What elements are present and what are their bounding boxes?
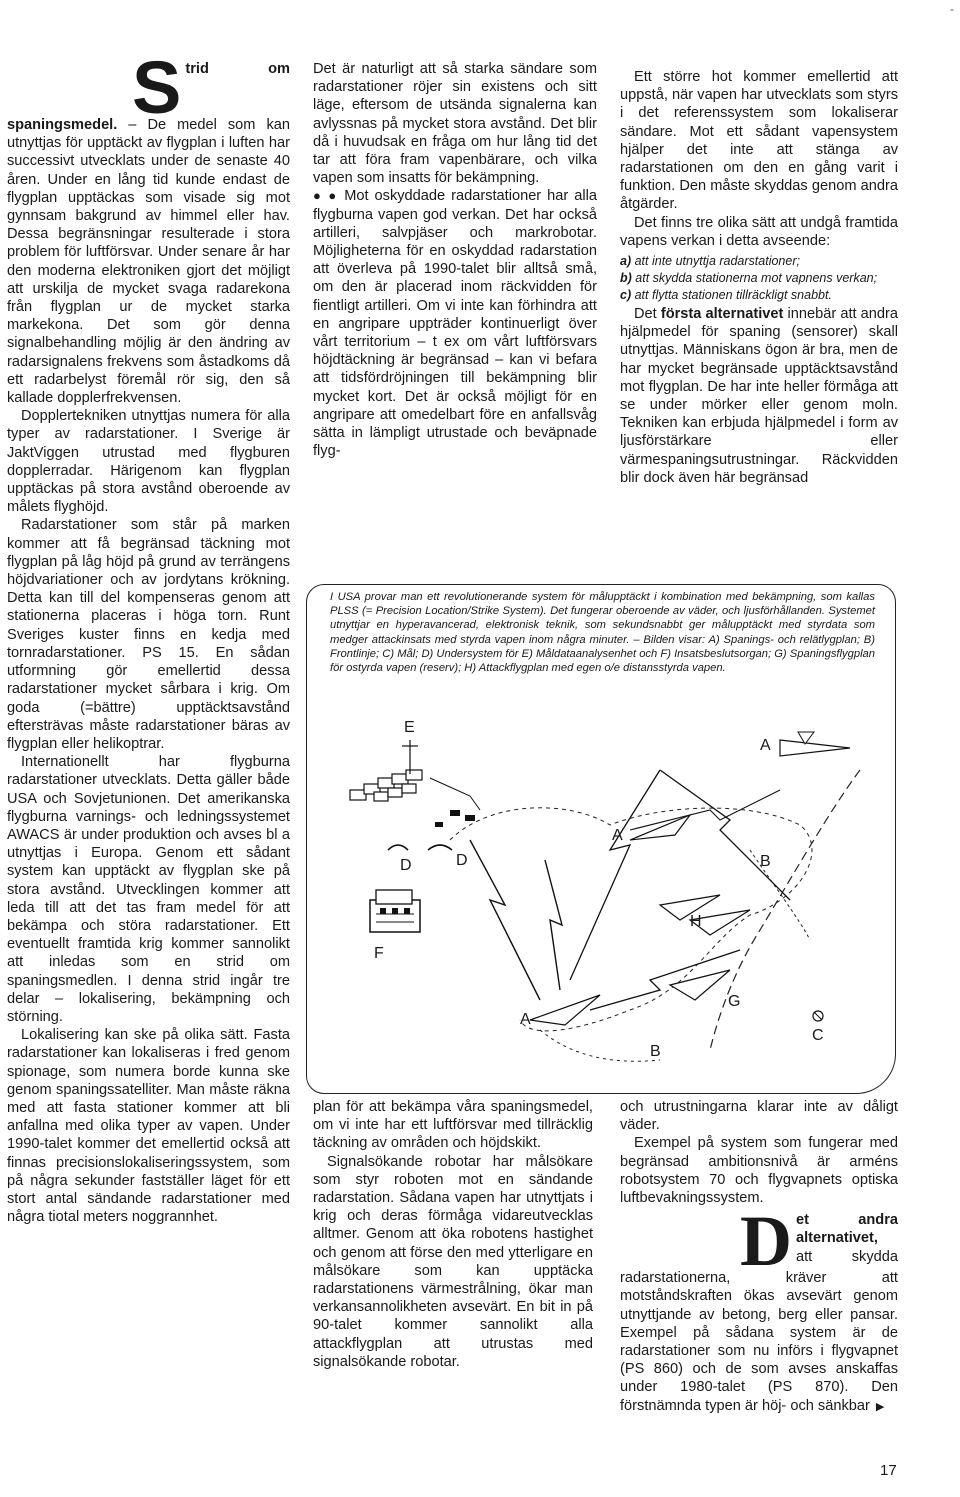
paragraph: Internationellt har flygburna radarstationer utvecklats. Detta gäller både USA och Sovjetunionen. Det amerikanska flygburna varnings- och ledningssystemet AWACS är under produktion och avses bl a utnyttjas i Europa. Genom ett sådant system kan upptäckt av flygplan ske på stora avstånd. Utvecklingen kommer att leda till att det tas fram medel för att bekämpa och störa radarstationer. Ett eventuellt framtida krig kommer sannolikt att inledas som en strid om spaningsmedlen. I denna strid ingår tre delar – lokalisering, bekämpning och störning. xyxy=(7,754,290,1025)
radar-dish-icon xyxy=(388,845,408,850)
intro-paragraph xyxy=(7,46,290,407)
paragraph-text: – De medel som kan utnyttjas för upptäckt av flygplan i luften har successivt utvecklats under de senaste 40 åren. Under en lång tid kunde endast de flygplan upptäckas som visade sig mot gynnsam bakgrund av himmel eller hav. Dessa begränsningar resulterade i stora problem för luftförsvar. Under senare år har den moderna elektroniken gjort det möjligt att urskilja de mycket svaga radarekona från flygplan ur de mycket starka markekona. Det som gör denna signalbehandling möjlig är den ändring av radarsignalens frekvens som åstadkoms då ett radarbelyst föremål rör sig, den så kallade dopplerfrekvensen. xyxy=(7,117,290,407)
analysis-unit-e xyxy=(350,740,480,810)
flight-path xyxy=(540,1030,660,1061)
label-e: E xyxy=(404,719,415,736)
label-f: F xyxy=(374,945,384,962)
label-a: A xyxy=(520,1011,531,1028)
article-column-1 xyxy=(7,46,290,1226)
section-leadin: trid om spaningsmedel. xyxy=(7,61,290,133)
label-b: B xyxy=(760,853,771,870)
paragraph: Det finns tre olika sätt att undgå framtida vapens verkan i detta avseende: xyxy=(620,214,898,249)
paragraph: Radarstationer som står på marken kommer att få begränsad täckning mot flygplan på låg höjd på grund av terrängens höjdvariationer och av jordytans krökning. Detta kan till del kompenseras genom att stationerna placeras i höga torn. Runt Sveriges kuster finns en kedja med tornradarstationer. PS 15. En sådan utformning gör emellertid dessa radarstationer mycket sårbara i krig. Om goda (=bättre) upptäcktsavstånd eftersträvas måste radarstationer bäras av flygplan eller helikoptrar. xyxy=(7,517,290,752)
attack-path xyxy=(750,850,810,940)
subsystem-vehicle xyxy=(450,810,460,816)
label-a: A xyxy=(760,737,771,754)
signal-link xyxy=(470,840,540,1000)
paragraph: Ett större hot kommer emellertid att uppstå, när vapen har utvecklats som styrs i det referenssystem som lokaliserar sändare. Mot ett sådant vapensystem hjälper det inte att stänga av radarstationen om den en gång varit i funktion. Den måste skyddas genom andra åtgärder. xyxy=(620,69,898,213)
list-item: c) att flytta stationen tillräckligt snabbt. xyxy=(620,288,832,303)
figure-caption: I USA provar man ett revolutionerande system för målupptäckt i kombination med bekämpning, som kallas PLSS (= Precision Location/Strike System). Det fungerar oberoende av väder, och ljusförhållanden. Systemet utnyttjar en hyperavancerad, elektronisk teknik, som sekundsnabbt ger målupptäckt med styrdata som medger attackinsats med styrda vapen inom några minuter. – Bilden visar: A) Spanings- och relätlygplan; B) Frontlinje; C) Mål; D) Undersystem för E) Måldataanalysenhet och F) Insatsbeslutsorgan; G) Spaningsflygplan för ostyrda vapen (reserv); H) Attackflygplan med egen o/e distansstyrda vapen. xyxy=(330,591,875,675)
label-g: G xyxy=(728,993,741,1010)
section-paragraph: Det andra alternativet, att skydda radarstationerna, kräver att motståndskraften ökas avsevärt genom utnyttjande av betong, berg eller pansar. Exempel på sådana system är de radarstationer som nu införs i flygvapnet (PS 860) och de som avses anskaffas under 1980-talet (PS 870). Den förstnämnda typen är höj- och sänkbar ▶ xyxy=(620,1211,898,1416)
label-b: B xyxy=(650,1043,661,1060)
recon-aircraft-icon xyxy=(780,732,850,756)
page-number: 17 xyxy=(880,1462,897,1479)
label-d: D xyxy=(400,857,412,874)
list-item: a) att inte utnyttja radarstationer; xyxy=(620,254,800,269)
paragraph: plan för att bekämpa våra spaningsmedel, om vi inte har ett luftförsvar med tillräcklig täckning av områden och höjdskikt. xyxy=(313,1099,593,1152)
paragraph: Det är naturligt att så starka sändare som radarstationer röjer sin existens och sitt läge, eftersom de utsända signalerna kan avlyssnas på mycket stora avstånd. Det blir då i huvudsak en fråga om hur lång tid det tar att föra fram vapenbärare, och vilka vapen som insatts för bekämpning. xyxy=(313,61,597,187)
plss-system-diagram xyxy=(330,700,890,1090)
list-item: b) att skydda stationerna mot vapnens verkan; xyxy=(620,271,878,286)
article-column-3 xyxy=(620,68,898,487)
label-h: H xyxy=(690,913,702,930)
label-d: D xyxy=(456,852,468,869)
subsystem-vehicle xyxy=(435,822,443,827)
label-c: C xyxy=(812,1027,824,1044)
bullet-icon: ● ● xyxy=(313,188,339,204)
paragraph: ● ● Mot oskyddade radarstationer har alla flygburna vapen god verkan. Det har också artilleri, salvpjäser och markrobotar. Möjligheterna för en oskyddad radarstation att överleva på 1990-talet blir alltså små, om den är placerad inom räckvidden för fientligt artilleri. Om vi inte kan förhindra att en angripare uppträder kontinuerligt över vårt territorium – t ex om vårt luftförsvars höjdtäckning är begränsad – kan vi befara att tidsfördröjningen till bekämpning blir mycket kort. Det är också möjligt för en angripare att omedelbart före en anfallsvåg sätta in lämpligt utrustade och beväpnade flyg- xyxy=(313,188,597,460)
section-leadin: et andra alternativet, xyxy=(796,1212,898,1247)
dropcap-d: D xyxy=(740,1201,792,1282)
paragraph: Lokalisering kan ske på olika sätt. Fasta radarstationer kan lokaliseras i fred genom spionage, som numera borde kunna ske genom spaningssatelliter. Man måste räkna med att fasta stationer kommer att bli anfallna med olika typer av vapen. Under 1990-talet kommer det emellertid också att finnas precisionslokaliseringssystem, som på några sekunder fastställer läget för ett stort antal sändande radarstationer med några tiotal meters noggrannhet. xyxy=(7,1027,290,1226)
signal-link xyxy=(545,860,562,990)
signal-link xyxy=(630,790,780,830)
coverage-area-outline xyxy=(450,808,812,1031)
paragraph: Dopplertekniken utnyttjas numera för alla typer av radarstationer. I Sverige är JaktViggen utrustad med flygburen dopplerradar. Härigenom kan flygplan upptäckas på stora avstånd oberoende av målets flyghöjd. xyxy=(7,408,290,516)
dropcap-s: S xyxy=(132,46,182,129)
paragraph: och utrustningarna klarar inte av dåligt väder. xyxy=(620,1099,898,1134)
alternatives-list xyxy=(620,254,898,303)
paragraph: Det första alternativet innebär att andra hjälpmedel för spaning (sensorer) skall utnyttjas. Människans ögon är bra, men de har mycket begränsade upptäcktsavstånd mot flygplan. De har inte heller förmåga att se under mörker eller genom moln. Tekniken kan erbjuda hjälpmedel i form av ljusförstärkare eller värmespaningsutrustningar. Räckvidden blir dock även här begränsad xyxy=(620,306,899,486)
article-column-2-lower xyxy=(313,1098,593,1371)
label-a: A xyxy=(612,827,623,844)
reserve-aircraft-icon xyxy=(670,970,730,1000)
edge-mark: - xyxy=(950,2,954,16)
article-column-3-lower xyxy=(620,1098,898,1416)
paragraph: Exempel på system som fungerar med begränsad ambitionsnivå är arméns robotsystem 70 och flygvapnets optiska luftbevakningssystem. xyxy=(620,1135,898,1207)
decision-unit-f xyxy=(370,890,420,932)
paragraph: Signalsökande robotar har målsökare som styr roboten mot en sändande radarstation. Sådana vapen har utnyttjats i krig och deras förmåga vidareutvecklas alltmer. Genom att öka robotens hastighet och genom att förse den med ytterligare en målsökare som kan upptäcka radarstationens värmestrålning, ökar man verkansannolikheten avsevärt. En bit in på 90-talet kommer sannolikt alla attackflygplan att utrustas med signalsökande robotar. xyxy=(313,1153,593,1370)
continue-arrow-icon: ▶ xyxy=(875,1400,885,1413)
attack-aircraft-icon xyxy=(660,895,750,935)
signal-link xyxy=(660,770,790,900)
signal-link xyxy=(570,770,660,980)
radar-dish-icon xyxy=(428,845,452,850)
article-column-2 xyxy=(313,60,597,460)
subsystem-vehicle xyxy=(465,815,475,821)
